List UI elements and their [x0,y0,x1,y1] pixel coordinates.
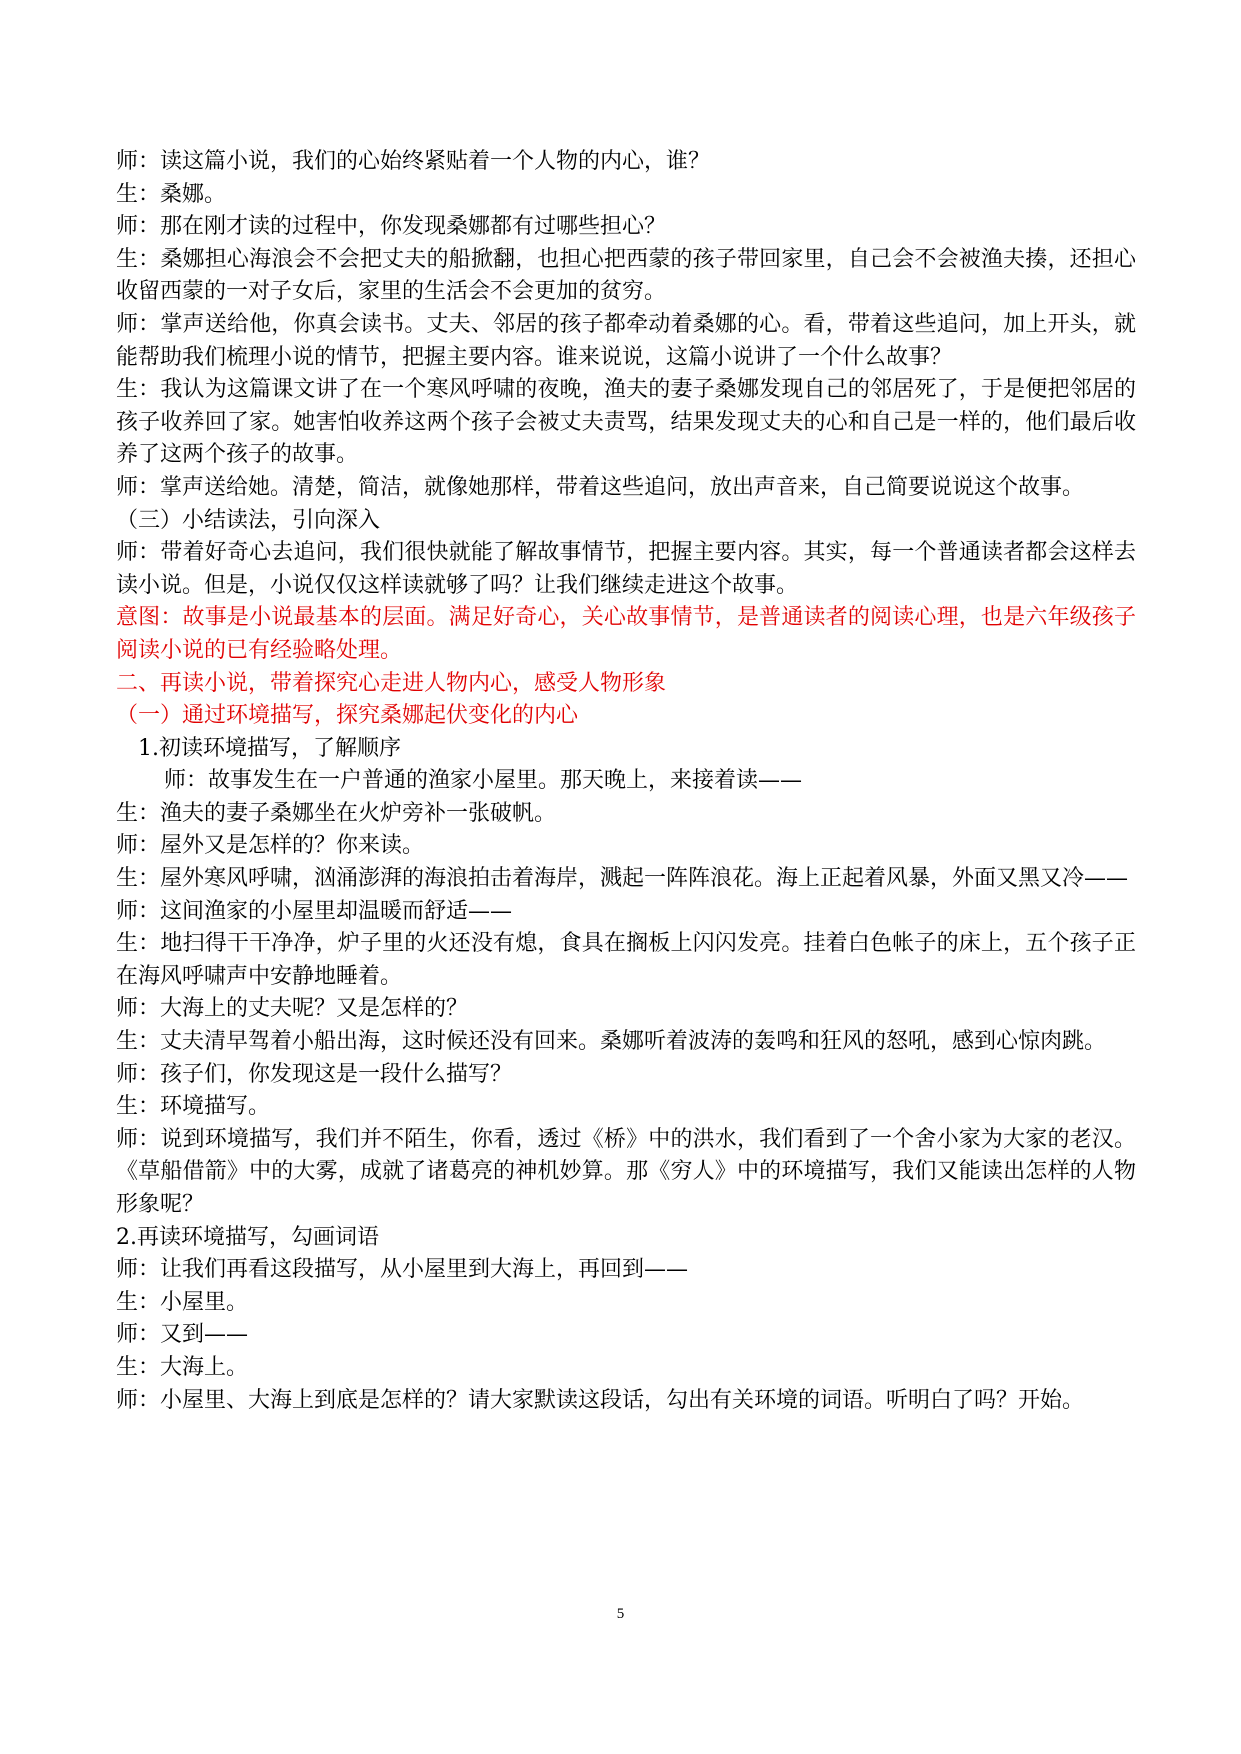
section-heading: （三）小结读法，引向深入 [116,507,381,533]
dialogue-line: 师：那在刚才读的过程中，你发现桑娜都有过哪些担心？ [116,214,667,240]
dialogue-line: 生：小屋里。 [116,1289,249,1315]
part-heading: 二、再读小说，带着探究心走进人物内心，感受人物形象 [116,670,667,696]
dialogue-line: 师：大海上的丈夫呢？又是怎样的？ [116,996,469,1022]
dialogue-line: 师：让我们再看这段描写，从小屋里到大海上，再回到—— [116,1257,689,1283]
dialogue-line: 师：带着好奇心去追问，我们很快就能了解故事情节，把握主要内容。其实，每一个普通读者都会这样去读小说。但是，小说仅仅这样读就够了吗？让我们继续走进这个故事。 [116,540,1136,598]
dialogue-line: 生：桑娜担心海浪会不会把丈夫的船掀翻，也担心把西蒙的孩子带回家里，自己会不会被渔夫揍，还担心收留西蒙的一对子女后，家里的生活会不会更加的贫穷。 [116,246,1136,305]
dialogue-line: 生：屋外寒风呼啸，汹涌澎湃的海浪拍击着海岸，溅起一阵阵浪花。海上正起着风暴，外面又黑又冷—— [116,866,1129,892]
dialogue-line: 生：地扫得干干净净，炉子里的火还没有熄，食具在搁板上闪闪发亮。挂着白色帐子的床上，五个孩子正在海风呼啸声中安静地睡着。 [116,931,1136,989]
dialogue-line: 师：屋外又是怎样的？你来读。 [116,833,425,859]
subsection-heading: 1.初读环境描写，了解顺序 [138,735,401,761]
page-body [116,146,1136,1417]
dialogue-line: 生：渔夫的妻子桑娜坐在火炉旁补一张破帆。 [116,800,557,826]
dialogue-line: 生：桑娜。 [116,181,227,207]
dialogue-line: 师：读这篇小说，我们的心始终紧贴着一个人物的内心，谁？ [116,149,711,174]
dialogue-line: 师：小屋里、大海上到底是怎样的？请大家默读这段话，勾出有关环境的词语。听明白了吗？开始。 [116,1387,1085,1413]
dialogue-line: 师：说到环境描写，我们并不陌生，你看，透过《桥》中的洪水，我们看到了一个舍小家为大家的老汉。《草船借箭》中的大雾，成就了诸葛亮的神机妙算。那《穷人》中的环境描写，我们又能读出怎样的人物形象呢？ [116,1126,1136,1217]
dialogue-line: 师：孩子们，你发现这是一段什么描写？ [116,1061,513,1087]
dialogue-line: 师：故事发生在一户普通的渔家小屋里。那天晚上，来接着读—— [164,768,803,794]
dialogue-line: 生：我认为这篇课文讲了在一个寒风呼啸的夜晚，渔夫的妻子桑娜发现自己的邻居死了，于是便把邻居的孩子收养回了家。她害怕收养这两个孩子会被丈夫责骂，结果发现丈夫的心和自己是一样的，他们最后收养了这两个孩子的故事。 [116,377,1136,468]
dialogue-line: 师：这间渔家的小屋里却温暖而舒适—— [116,898,513,924]
dialogue-line: 生：环境描写。 [116,1094,271,1120]
section-heading: （一）通过环境描写，探究桑娜起伏变化的内心 [116,703,579,729]
dialogue-line: 师：掌声送给她。清楚，简洁，就像她那样，带着这些追问，放出声音来，自己简要说说这个故事。 [116,474,1085,500]
page-number: 5 [616,1606,625,1622]
dialogue-line: 生：大海上。 [116,1354,249,1380]
subsection-heading: 2.再读环境描写，勾画词语 [116,1224,379,1250]
dialogue-line: 师：又到—— [116,1322,249,1348]
dialogue-line: 师：掌声送给他，你真会读书。丈夫、邻居的孩子都牵动着桑娜的心。看，带着这些追问，加上开头，就能帮助我们梳理小说的情节，把握主要内容。谁来说说，这篇小说讲了一个什么故事？ [116,311,1136,370]
dialogue-line: 生：丈夫清早驾着小船出海，这时候还没有回来。桑娜听着波涛的轰鸣和狂风的怒吼，感到心惊肉跳。 [116,1029,1107,1055]
intent-note: 意图：故事是小说最基本的层面。满足好奇心，关心故事情节，是普通读者的阅读心理，也是六年级孩子阅读小说的已有经验略处理。 [116,605,1136,663]
